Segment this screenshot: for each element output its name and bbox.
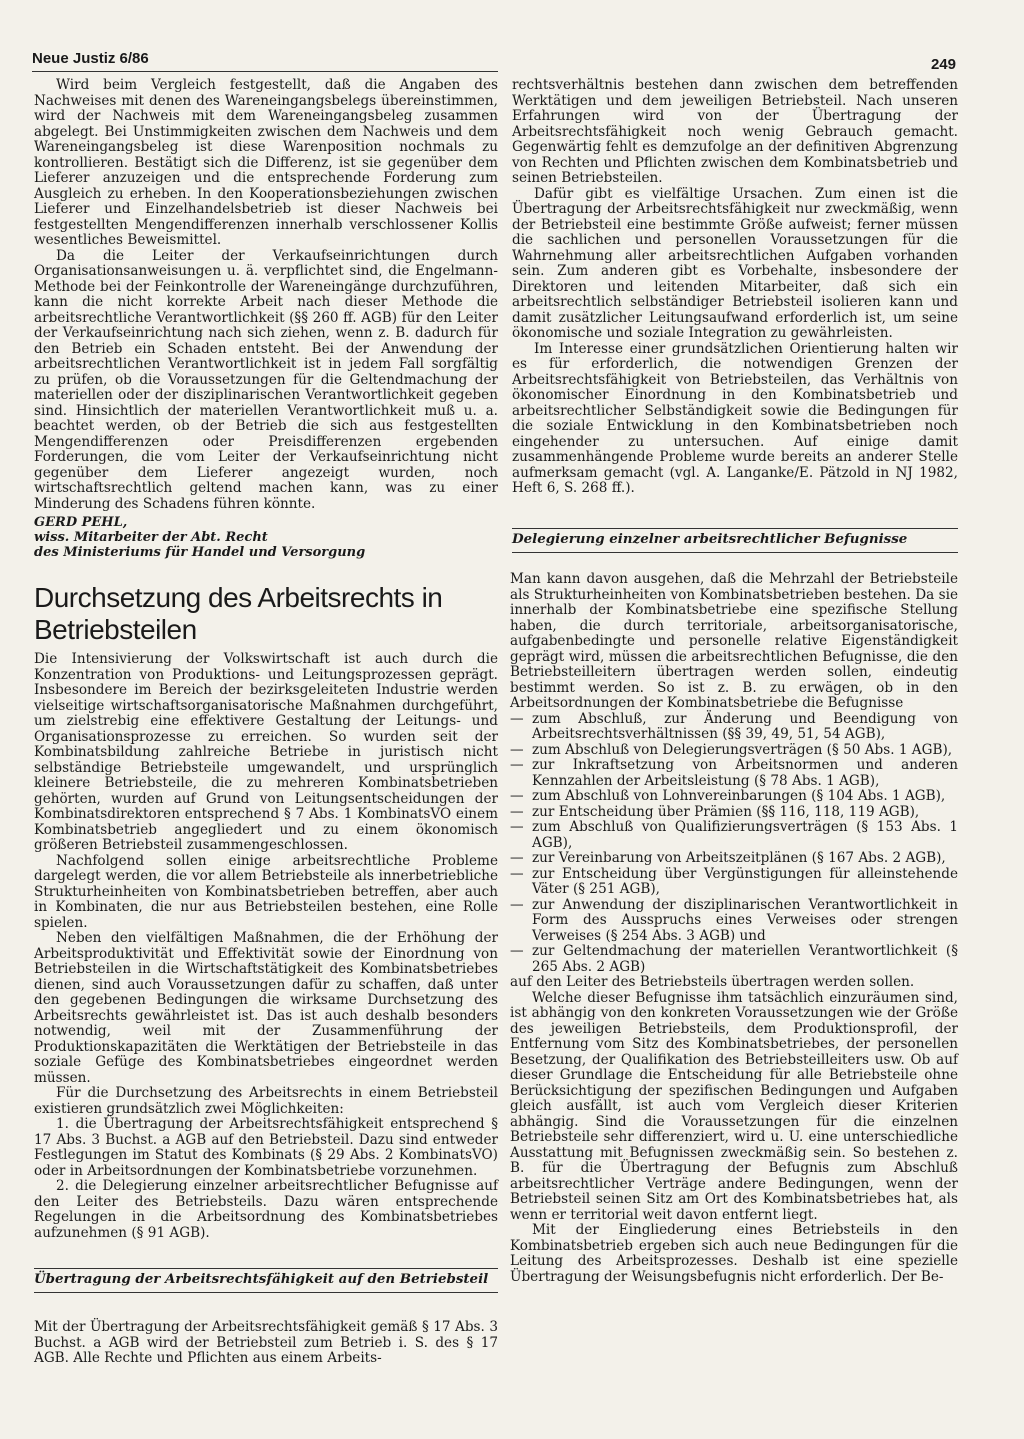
paragraph: Nachfolgend sollen einige arbeitsrechtliche Probleme dargelegt werden, die vor allem Betriebsteile als innerbetriebliche Strukturheinheiten von Kombinatsbetrieben betreffen, aber auch in Kombinaten, die nur aus Betriebsteilen bestehen, eine Rolle spielen. xyxy=(34,852,498,931)
list-item: — zur Entscheidung über Vergünstigungen für alleinstehende Väter (§ 251 AGB), xyxy=(510,867,958,898)
list-item: — zum Abschluß, zur Änderung und Beendigung von Arbeitsrechtsverhältnissen (§§ 39, 49, 51, 54 AGB), xyxy=(510,712,958,743)
paragraph: Dafür gibt es vielfältige Ursachen. Zum einen ist die Übertragung der Arbeitsrechtsfähigkeit nur zweckmäßig, wenn der Betriebsteil eine bestimmte Größe aufweist; ferner müssen die sachlichen und personellen Voraussetzungen für die Wahrnehmung aller arbeitsrechtlichen Aufgaben vorhanden sein. Zum anderen gibt es Vorbehalte, insbesondere der Direktoren und leitenden Mitarbeiter, daß sich ein arbeitsrechtlich selbständiger Betriebsteil isolieren kann und damit zusätzlicher Leitungsaufwand erforderlich ist, um seine ökonomische und soziale Integration zu gewährleisten. xyxy=(512,185,958,341)
author-name: GERD PEHL, xyxy=(34,515,128,530)
header-rule xyxy=(32,71,498,72)
paragraph: rechtsverhältnis bestehen dann zwischen dem betreffenden Werktätigen und dem jeweiligen Betriebsteil. Nach unseren Erfahrungen wird von der Übertragung der Arbeitsrechtsfähigkeit noch wenig Gebrauch gemacht. Gegenwärtig fehlt es demzufolge an der definitiven Abgrenzung von Rechten und Pflichten zwischen dem Kombinatsbetrieb und seinen Betriebsteilen. xyxy=(512,77,958,186)
list-item: 1. die Übertragung der Arbeitsrechtsfähigkeit entsprechend § 17 Abs. 3 Buchst. a AGB auf den Betriebsteil. Dazu sind entweder Festlegungen im Statut des Kombinats (§ 29 Abs. 2 KombinatsVO) oder in Arbeitsordnungen der Kombinatsbetriebe vorzunehmen. xyxy=(34,1116,498,1179)
paragraph: Welche dieser Befugnisse ihm tatsächlich einzuräumen sind, ist abhängig von den konkreten Voraussetzungen wie der Größe des jeweiligen Betriebsteils, dem Produktionsprofil, der Entfernung vom Sitz des Kombinatsbetriebes, der personellen Besetzung, der Qualifikation des Betriebsteilleiters usw. Ob auf dieser Grundlage die Entscheidung für alle Betriebsteile ohne Berücksichtigung der spezifischen Bedingungen und Aufgaben gleich ausfällt, ist auch vom Vergleich dieser Kriterien abhängig. Sind die Voraussetzungen für die einzelnen Betriebsteile sehr differenziert, wird u. U. eine unterschiedliche Ausstattung mit Befugnissen zweckmäßig sein. So bestehen z. B. für die Übertragung der Befugnis zum Abschluß arbeitsrechtlicher Verträge andere Bedingungen, wenn der Betriebsteil seinen Sitz am Ort des Kombinatsbetriebes hat, als wenn er territorial weit davon entfernt liegt. xyxy=(510,989,958,1223)
paragraph: Im Interesse einer grundsätzlichen Orientierung halten wir es für erforderlich, die notwendigen Grenzen der Arbeitsrechtsfähigkeit von Betriebsteilen, das Verhältnis von ökonomischer Einordnung in den Kombinatsbetrieb und arbeitsrechtlicher Selbständigkeit sowie die Bedingungen für die soziale Entwicklung in den Kombinatsbetrieben noch eingehender zu untersuchen. Auf einige damit zusammenhängende Probleme wurde bereits an anderer Stelle aufmerksam gemacht (vgl. A. Langanke/E. Pätzold in NJ 1982, Heft 6, S. 268 ff.). xyxy=(512,340,958,496)
article-title: Durchsetzung des Arbeitsrechts in Betriebsteilen xyxy=(34,582,443,645)
list-item: — zum Abschluß von Lohnvereinbarungen (§ 104 Abs. 1 AGB), xyxy=(510,789,958,805)
list-item: — zur Anwendung der disziplinarischen Verantwortlichkeit in Form des Ausspruchs eines Verweises oder strengen Verweises (§ 254 Abs. 3 AGB) und xyxy=(510,898,958,945)
left-column-top xyxy=(34,78,498,560)
paragraph: Wird beim Vergleich festgestellt, daß die Angaben des Nachweises mit denen des Wareneingangsbelegs übereinstimmen, wird der Nachweis mit dem Wareneingangsbeleg zusammen abgelegt. Bei Unstimmigkeiten zwischen dem Nachweis und dem Wareneingangsbeleg ist diese Warenposition nochmals zu kontrollieren. Bestätigt sich die Differenz, ist sie gegenüber dem Lieferer anzuzeigen und die entsprechende Forderung zum Ausgleich zu erheben. In den Kooperationsbeziehungen zwischen Lieferer und Einzelhandelsbetrieb ist dieser Nachweis bei festgestellten Mengendifferenzen innerhalb verschlossener Kollis wesentliches Beweismittel. xyxy=(34,77,498,248)
left-column-middle xyxy=(34,652,498,1241)
paragraph: Für die Durchsetzung des Arbeitsrechts in einem Betriebsteil existieren grundsätzlich zwei Möglichkeiten: xyxy=(34,1085,498,1117)
paragraph: auf den Leiter des Betriebsteils übertragen werden sollen. xyxy=(510,974,915,990)
right-column-top xyxy=(512,78,958,497)
author-title: wiss. Mitarbeiter der Abt. Recht xyxy=(34,530,268,545)
journal-name: Neue Justiz 6/86 xyxy=(32,50,149,67)
paragraph: Neben den vielfältigen Maßnahmen, die der Erhöhung der Arbeitsproduktivität und Effektivität sowie der Einordnung von Betriebsteilen in die Wirtschaftstätigkeit des Kombinatsbetriebes dienen, sind auch Voraussetzungen dafür zu schaffen, daß unter den gegebenen Bedingungen die wirksame Durchsetzung des Arbeitsrechts gewährleistet ist. Das ist auch deshalb besonders notwendig, weil mit der Zusammenführung der Produktionskapazitäten die Werktätigen der Betriebsteile in das soziale Gefüge des Kombinatsbetriebes eingeordnet werden müssen. xyxy=(34,930,498,1086)
befugnisse-list xyxy=(510,712,958,976)
paragraph: Mit der Eingliederung eines Betriebsteils in den Kombinatsbetrieb ergeben sich auch neue Bedingungen für die Leitung des Arbeitsprozesses. Deshalb ist eine spezielle Übertragung der Weisungsbefugnis nicht erforderlich. Der Be- xyxy=(510,1222,958,1285)
list-item: — zur Geltendmachung der materiellen Verantwortlichkeit (§ 265 Abs. 2 AGB) xyxy=(510,944,958,975)
list-item: — zur Inkraftsetzung von Arbeitsnormen und anderen Kennzahlen der Arbeitsleistung (§ 78 Abs. 1 AGB), xyxy=(510,758,958,789)
paragraph: Mit der Übertragung der Arbeitsrechtsfähigkeit gemäß § 17 Abs. 3 Buchst. a AGB wird der Betriebsteil zum Betrieb i. S. des § 17 AGB. Alle Rechte und Pflichten aus einem Arbeits- xyxy=(34,1319,498,1366)
page-number: 249 xyxy=(930,56,956,73)
list-item: 2. die Delegierung einzelner arbeitsrechtlicher Befugnisse auf den Leiter des Betriebsteils. Dazu wären entsprechende Regelungen in die Arbeitsordnung des Kombinatsbetriebes aufzunehmen (§ 91 AGB). xyxy=(34,1178,498,1241)
left-column-bottom xyxy=(34,1320,498,1367)
section-heading: Delegierung einzelner arbeitsrechtlicher Befugnisse xyxy=(512,528,958,553)
paragraph: Man kann davon ausgehen, daß die Mehrzahl der Betriebsteile als Strukturheinheiten von Kombinatsbetrieben bestehen. Da sie innerhalb der Kombinatsbetriebe eine spezifische Stellung haben, die durch territoriale, arbeitsorganisatorische, aufgabenbedingte und personelle relative Eigenständigkeit geprägt wird, müssen die arbeitsrechtlichen Befugnisse, die den Betriebsteilleitern übertragen werden sollen, eindeutig bestimmt werden. So ist z. B. zu erwägen, ob in den Arbeitsordnungen der Kombinatsbetriebe die Befugnisse xyxy=(510,571,958,711)
list-item: — zur Vereinbarung von Arbeitszeitplänen (§ 167 Abs. 2 AGB), xyxy=(510,851,958,867)
paragraph: Da die Leiter der Verkaufseinrichtungen durch Organisationsanweisungen u. ä. verpflichtet sind, die Engelmann-Methode bei der Feinkontrolle der Wareneingänge durchzuführen, kann die nicht korrekte Arbeit nach dieser Methode die arbeitsrechtliche Verantwortlichkeit (§§ 260 ff. AGB) für den Leiter der Verkaufseinrichtung nach sich ziehen, wenn z. B. dadurch für den Betrieb ein Schaden entsteht. Bei der Anwendung der arbeitsrechtlichen Verantwortlichkeit ist in jedem Fall sorgfältig zu prüfen, ob die Voraussetzungen für die Geltendmachung der materiellen oder der disziplinarischen Verantwortlichkeit gegeben sind. Hinsichtlich der materiellen Verantwortlichkeit muß u. a. beachtet werden, ob der Betrieb die sich aus festgestellten Mengendifferenzen oder Preisdifferenzen ergebenden Forderungen, die vom Leiter der Verkaufseinrichtung nicht gegenüber dem Lieferer angezeigt wurden, noch wirtschaftsrechtlich geltend machen kann, was zu einer Minderung des Schadens führen könnte. xyxy=(34,247,498,512)
list-item: — zum Abschluß von Delegierungsverträgen (§ 50 Abs. 1 AGB), xyxy=(510,743,958,759)
list-item: — zur Entscheidung über Prämien (§§ 116, 118, 119 AGB), xyxy=(510,805,958,821)
right-column-bottom xyxy=(510,572,958,1285)
section-heading: Übertragung der Arbeitsrechtsfähigkeit auf den Betriebsteil xyxy=(34,1268,498,1293)
author-signature xyxy=(34,515,498,560)
list-item: — zum Abschluß von Qualifizierungsverträgen (§ 153 Abs. 1 AGB), xyxy=(510,820,958,851)
paragraph: Die Intensivierung der Volkswirtschaft ist auch durch die Konzentration von Produktions- und Leitungsprozessen geprägt. Insbesondere im Bereich der bezirksgeleiteten Industrie werden vielseitige wirtschaftsorganisatorische Maßnahmen durchgeführt, um zielstrebig eine effektivere Gestaltung der Leitungs- und Organisationsprozesse zu erreichen. So wurden seit der Kombinatsbildung zahlreiche Betriebe in juristisch nicht selbständige Betriebsteile umgewandelt, und ursprünglich kleinere Betriebsteile, die zu mehreren Kombinatsbetrieben gehörten, wurden auf Grund von Leitungsentscheidungen der Kombinatsdirektoren entsprechend § 7 Abs. 1 KombinatsVO einem Kombinatsbetrieb angegliedert und zu einem ökonomisch größeren Betriebsteil zusammengeschlossen. xyxy=(34,651,498,853)
author-affiliation: des Ministeriums für Handel und Versorgung xyxy=(34,545,366,560)
